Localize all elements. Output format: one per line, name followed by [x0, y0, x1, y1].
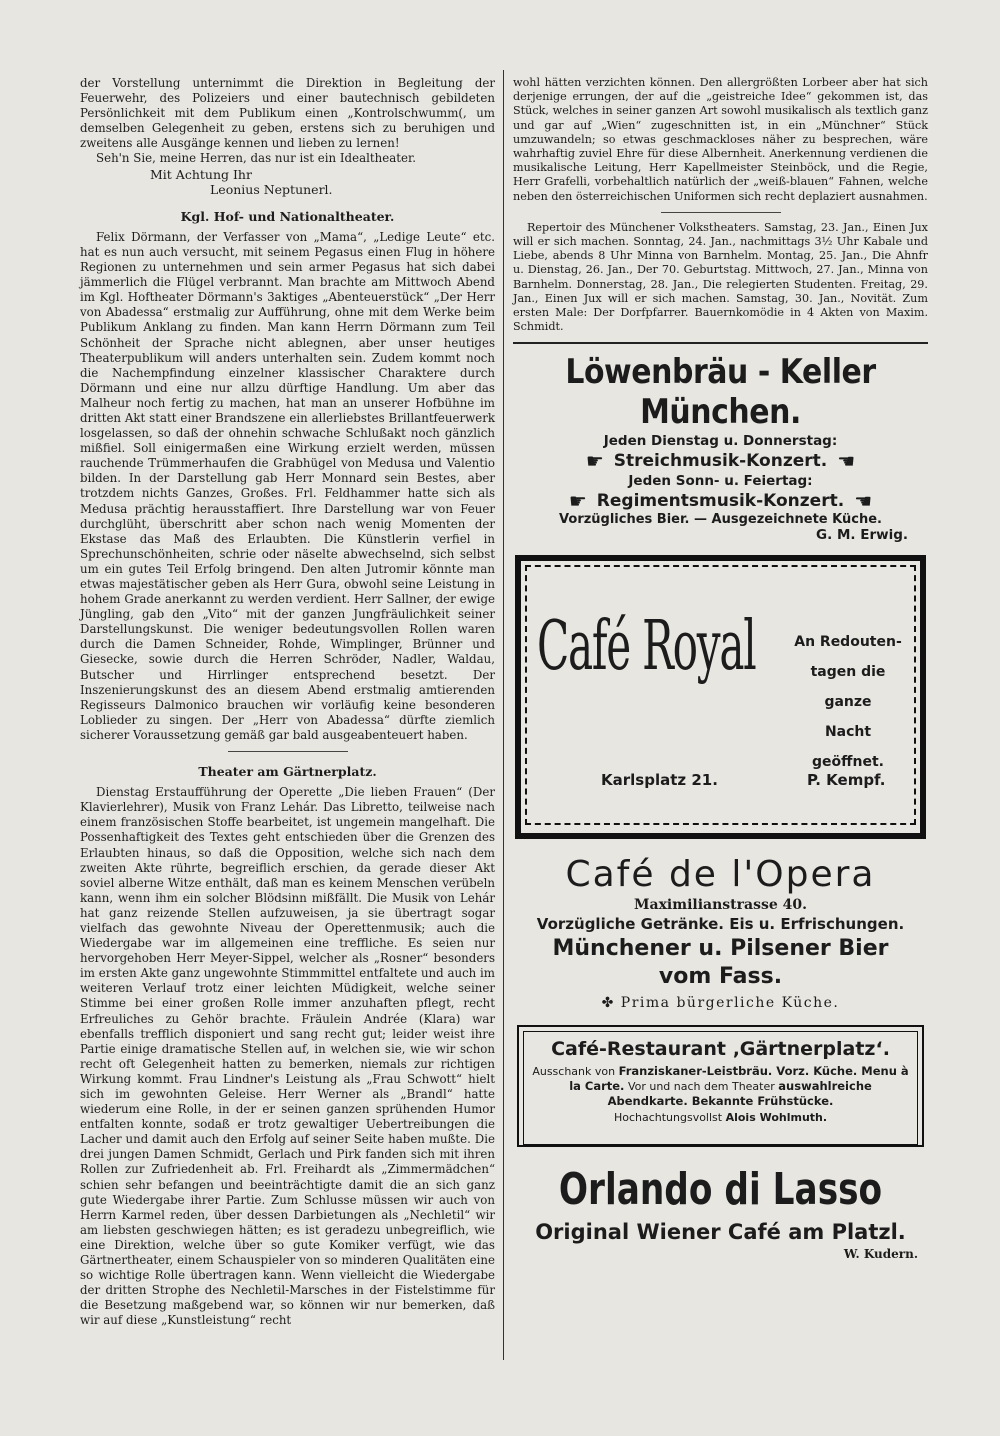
intro-paragraph: der Vorstellung unternimmt die Direktion in Begleitung der Feuerwehr, des Polizeiers und einer bautechnisch gebildeten Persönlichkeit mit dem Publikum einen „Kontrolschwumm(, um demselben Gelegenheit zu geben, erstens sich zu beruhigen und zweitens alle Ausgänge kennen und lieben zu lernen! — [80, 76, 495, 151]
ad-loewenbraeu — [513, 352, 928, 543]
ad-gaertnerplatz-t2: Vor und nach dem Theater — [627, 1080, 775, 1094]
ad-loewenbraeu-row1 — [513, 450, 928, 472]
ad-loewenbraeu-line5: Vorzügliches Bier. — Ausgezeichnete Küche. — [559, 512, 882, 528]
ad-cafe-royal-owner: P. Kempf. — [807, 771, 886, 790]
ad-gaertnerplatz-greet: Hochachtungsvollst — [613, 1111, 723, 1125]
rule — [513, 342, 928, 344]
review-continuation: wohl hätten verzichten können. Den allergrößten Lorbeer aber hat sich derjenige errungen, der auf die „geistreiche Idee“ gekommen ist, das Stück, welches in seiner ganzen Art sowohl musikalisch als textlich ganz und gar auf „Wien“ zugeschnitten ist, in ein „Münchner“ Stück umzuwandeln; so etwas geschmackloses näher zu besprechen, wäre wahrhaftig zuviel Ehre für diese Albernheit. Anerkennung verdienen die musikalische Leitung, Herr Kapellmeister Steinböck, und die Regie, Herr Grafelli, vorbehaltlich natürlich der „weiß-blauen“ Fahnen, welche neben den österreichischen Uniformen sich recht deplaziert ausnahmen. — [513, 76, 928, 203]
ad-lasso-subtitle: Original Wiener Café am Platzl. — [535, 1220, 906, 1245]
separator — [661, 212, 781, 213]
ad-gaertnerplatz-inner — [523, 1031, 918, 1145]
signature: Leonius Neptunerl. — [210, 181, 333, 197]
pointing-hand-icon: ☚ — [854, 489, 873, 514]
ad-cafe-royal-s2: tagen die ganze — [810, 664, 886, 711]
ad-cafe-royal-side — [789, 627, 907, 777]
ad-gaertnerplatz-t1b: Franziskaner-Leistbräu. Vorz. Küche. Menu à la Carte. — [569, 1064, 909, 1094]
ad-gaertnerplatz-owner: Alois Wohlmuth. — [725, 1111, 828, 1125]
pointing-hand-icon: ☚ — [837, 449, 856, 474]
ad-cafe-royal-title: Café Royal — [537, 607, 756, 687]
ad-gaertnerplatz-t1: Ausschank von — [532, 1065, 616, 1079]
left-column — [80, 76, 495, 1329]
heading-gaertnerplatz: Theater am Gärtnerplatz. — [198, 764, 377, 780]
right-column — [513, 76, 928, 1261]
column-divider — [503, 70, 504, 1360]
ad-lasso-title: Orlando di Lasso — [558, 1164, 883, 1216]
ad-loewenbraeu-line1: Jeden Dienstag u. Donnerstag: — [603, 433, 838, 450]
ad-cafe-royal-s1: An Redouten- — [794, 634, 902, 651]
ad-gaertnerplatz-t2b: auswahlreiche Abendkarte. Bekannte Frühstücke. — [607, 1079, 872, 1109]
review-gaertnerplatz: Dienstag Erstaufführung der Operette „Die lieben Frauen“ (Der Klavierlehrer), Musik von Franz Lehár. Das Libretto, teilweise nach einem französischen Stoffe bearbeitet, ist ungemein mangelhaft. Die Possenhaftigkeit des Textes geht entschieden über die Grenzen des Erlaubten hinaus, so daß die Opposition, welche sich nach dem zweiten Akte rührte, begreiflich erschien, da gerade dieser Akt soviel alberne Witze enthält, daß man es keinem Menschen verübeln kann, wenn ihm ein solcher Blödsinn mißfällt. Die Musik von Lehár hat ganz reizende Stellen aufzuweisen, ja sie übertragt sogar vielfach das gewohnte Niveau der Operettenmusik; auch die Wiedergabe war im allgemeinen eine treffliche. Es seien nur hervorgehoben Herr Meyer-Sippel, welcher als „Rosner“ besonders im ersten Akte ganz ungewohnte Stimmmittel entfaltete und auch im weiteren Verlauf trotz einer leichten Müdigkeit, welche seiner Stimme bei einer großen Rolle immer anzuhaften pflegt, recht Erfreuliches zu Gehör brachte. Fräulein Andrée (Klara) war ebenfalls trefflich disponiert und sang recht gut; leider weist ihre Partie einige dramatische Stellen auf, in welchen sie, wie wir schon recht oft Gelegenheit hatten zu bemerken, niemals zur richtigen Wirkung kommt. Frau Lindner's Leistung als „Frau Schwott“ hielt sich im gewohnten Geleise. Herr Werner als „Brandl“ hatte wiederum eine Rolle, in der er seinen ganzen sprühenden Humor entfalten konnte, sodaß er trotz gewaltiger Uebertreibungen die Lacher und damit auch den Erfolg auf seiner Seite haben mußte. Die drei jungen Damen Schmidt, Gerlach und Pirk fanden sich mit ihren Rollen zur Zufriedenheit ab. Frl. Freihardt als „Zimmermädchen“ schien sehr befangen und beeinträchtigte damit die an sich ganz gute Wiedergabe ihrer Partie. Zum Schlusse müssen wir auch von Herrn Karmel reden, über dessen Darbietungen als „Nechletil“ wir am liebsten geschwiegen hätten; es ist geradezu unbegreiflich, wie eine Direktion, welche über so gute Komiker verfügt, wie das Gärtnertheater, einem Schauspieler von so minderen Qualitäten eine so wichtige Rolle übertragen kann. Wenn vielleicht die Wiedergabe der dritten Strophe des Nechletil-Marsches in der Fistelstimme für die Besetzung maßgebend war, so können wir nur bemerken, daß wir auf diese „Kunstleistung“ recht — [80, 785, 495, 1328]
ad-lasso-owner: W. Kudern. — [843, 1247, 918, 1262]
ad-loewenbraeu-line4: Regimentsmusik-Konzert. — [596, 491, 845, 512]
ad-cafe-opera-line4: Prima bürgerliche Küche. — [620, 995, 840, 1012]
ad-loewenbraeu-row2 — [513, 490, 928, 512]
ad-loewenbraeu-line3: Jeden Sonn- u. Feiertag: — [628, 473, 813, 490]
ad-cafe-opera-line3: vom Fass. — [658, 964, 783, 990]
ad-loewenbraeu-line2: Streichmusik-Konzert. — [613, 451, 828, 472]
ad-orlando-di-lasso — [513, 1163, 928, 1261]
ad-cafe-opera — [513, 853, 928, 1015]
ad-cafe-royal-address: Karlsplatz 21. — [601, 771, 718, 790]
ad-gaertnerplatz-text — [530, 1064, 911, 1109]
ad-cafe-opera-address: Maximilianstrasse 40. — [634, 897, 807, 914]
ad-gaertnerplatz-owner-line — [530, 1111, 911, 1124]
pointing-hand-icon: ☛ — [568, 489, 587, 514]
repertoire-volkstheater: Repertoir des Münchener Volkstheaters. Samstag, 23. Jan., Einen Jux will er sich machen. Sonntag, 24. Jan., nachmittags 3½ Uhr Kabale und Liebe, abends 8 Uhr Minna von Barnhelm. Montag, 25. Jan., Die Ahnfr u. Dienstag, 26. Jan., Der 70. Geburtstag. Mittwoch, 27. Jan., Minna von Barnhelm. Donnerstag, 28. Jan., Die relegierten Studenten. Freitag, 29. Jan., Einen Jux will er sich machen. Samstag, 30. Jan., Novität. Zum ersten Male: Der Dorfpfarrer. Bauernkomödie in 4 Akten von Maxim. Schmidt. — [513, 220, 928, 334]
greeting: Mit Achtung Ihr — [150, 166, 252, 182]
pointing-hand-icon: ☛ — [585, 449, 604, 474]
ad-loewenbraeu-owner: G. M. Erwig. — [816, 527, 908, 544]
separator — [228, 751, 348, 752]
review-hoftheater: Felix Dörmann, der Verfasser von „Mama“, „Ledige Leute“ etc. hat es nun auch versucht, mit seinem Pegasus einen Flug in höhere Regionen zu unternehmen und sein armer Pegasus hat sich dabei jämmerlich die Flügel verbrannt. Man brachte am Mittwoch Abend im Kgl. Hoftheater Dörmann's 3aktiges „Abenteuerstück“ „Der Herr von Abadessa“ erstmalig zur Aufführung, ohne mit dem Werke beim Publikum Anklang zu finden. Man kann Herrn Dörmann zum Teil Schönheit der Sprache nicht ablegnen, aber unser heutiges Theaterpublikum will anders unterhalten sein. Zudem kommt noch die Nachempfindung einzelner klassischer Charaktere durch Dörmann und eine nur allzu dürftige Handlung. Um aber das Malheur noch fertig zu machen, hat man an unserer Hofbühne im dritten Akt statt einer Brandszene ein allerliebstes Brillantfeuerwerk losgelassen, so daß der ohnehin schwache Schlußakt noch gänzlich mißfiel. Soll einigermaßen eine Wirkung erzielt werden, müssen rauchende Trümmerhaufen die Grabhügel von Medusa und Valentio bilden. In der Darstellung gab Herr Monnard sein Bestes, aber trotzdem nichts Ganzes, Großes. Frl. Feldhammer hatte sich als Medusa prächtig herausstaffiert. Ihre Darstellung war von Feuer durchglüht, überschritt aber schon nach wenig Momenten der Ekstase das Maß des Erlaubten. Die Künstlerin verfiel in Sprechunschönheiten, schrie oder näselte abwechselnd, sich selbst um ein gutes Teil Erfolg bringend. Den alten Jutromir könnte man etwas majestätischer geben als Herr Gura, obwohl seine Leistung in hohem Grade anerkannt zu werden verdient. Herr Sallner, der ewige Jüngling, gab den „Vito“ mit der ganzen Jungfräulichkeit seiner Darstellungskunst. Die weniger bedeutungsvollen Rollen waren durch die Damen Schneider, Rohde, Wimplinger, Brünner und Giesecke, sowie durch die Herren Schröder, Nadler, Waldau, Butscher und Hirrlinger entsprechend besetzt. Der Inszenierungskunst des an diesem Abend erstmalig amtierenden Regisseurs Dalmonico brauchen wir vorläufig keine besonderen Loblieder zu singen. Der „Herr von Abadessa“ dürfte ziemlich sicherer Voraussetzung gemäß gar bald ausgeabenteuert haben. — [80, 229, 495, 742]
ad-cafe-royal-inner — [525, 565, 916, 825]
ad-cafe-opera-title: Café de l'Opera — [565, 854, 876, 896]
ad-cafe-opera-line4-wrap — [513, 991, 928, 1015]
closing-paragraph: Seh'n Sie, meine Herren, das nur ist ein Idealtheater. — [96, 151, 417, 166]
ad-cafe-opera-line2: Münchener u. Pilsener Bier — [552, 936, 889, 962]
ad-gaertnerplatz — [517, 1025, 924, 1147]
ad-cafe-royal-s3: Nacht geöffnet. — [812, 724, 884, 771]
ad-gaertnerplatz-title: Café-Restaurant ‚Gärtnerplatz‘. — [551, 1038, 890, 1061]
ad-cafe-opera-line1: Vorzügliche Getränke. Eis u. Erfrischungen. — [536, 915, 905, 934]
ad-cafe-royal — [515, 555, 926, 839]
fleuron-icon: ✤ — [601, 995, 615, 1012]
heading-hoftheater: Kgl. Hof- und Nationaltheater. — [180, 208, 395, 224]
ad-loewenbraeu-title: Löwenbräu - Keller München. — [565, 352, 876, 433]
